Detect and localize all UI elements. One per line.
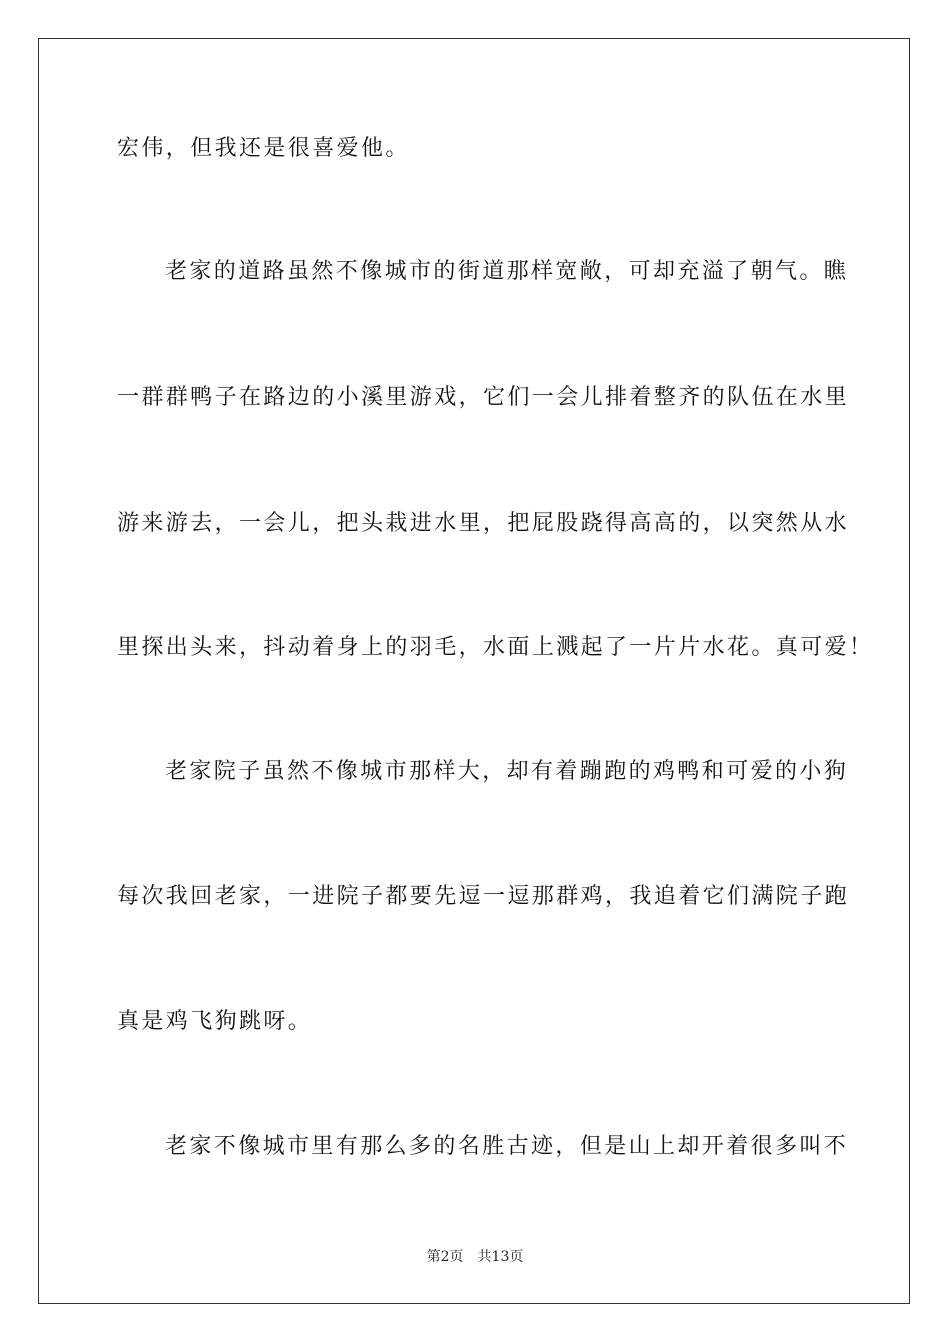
text-line: 游来游去，一会儿，把头栽进水里，把屁股跷得高高的，以突然从水 — [117, 511, 850, 536]
paragraph-start: 老家不像城市里有那么多的名胜古迹，但是山上却开着很多叫不 — [165, 1134, 849, 1159]
page-frame — [38, 38, 910, 1304]
text-line: 每次我回老家，一进院子都要先逗一逗那群鸡，我追着它们满院子跑 — [117, 884, 850, 909]
page-number: 第2页 — [426, 1249, 464, 1265]
text-line: 一群群鸭子在路边的小溪里游戏，它们一会儿排着整齐的队伍在水里 — [117, 385, 850, 410]
page-total: 共13页 — [477, 1249, 524, 1265]
text-line: 真是鸡飞狗跳呀。 — [117, 1009, 313, 1034]
text-line: 里探出头来，抖动着身上的羽毛，水面上溅起了一片片水花。真可爱！ — [117, 635, 874, 660]
text-line: 宏伟，但我还是很喜爱他。 — [117, 136, 410, 161]
paragraph-start: 老家的道路虽然不像城市的街道那样宽敞，可却充溢了朝气。瞧 — [165, 259, 849, 284]
paragraph-start: 老家院子虽然不像城市那样大，却有着蹦跑的鸡鸭和可爱的小狗 — [165, 759, 849, 784]
page-footer — [0, 1247, 950, 1267]
